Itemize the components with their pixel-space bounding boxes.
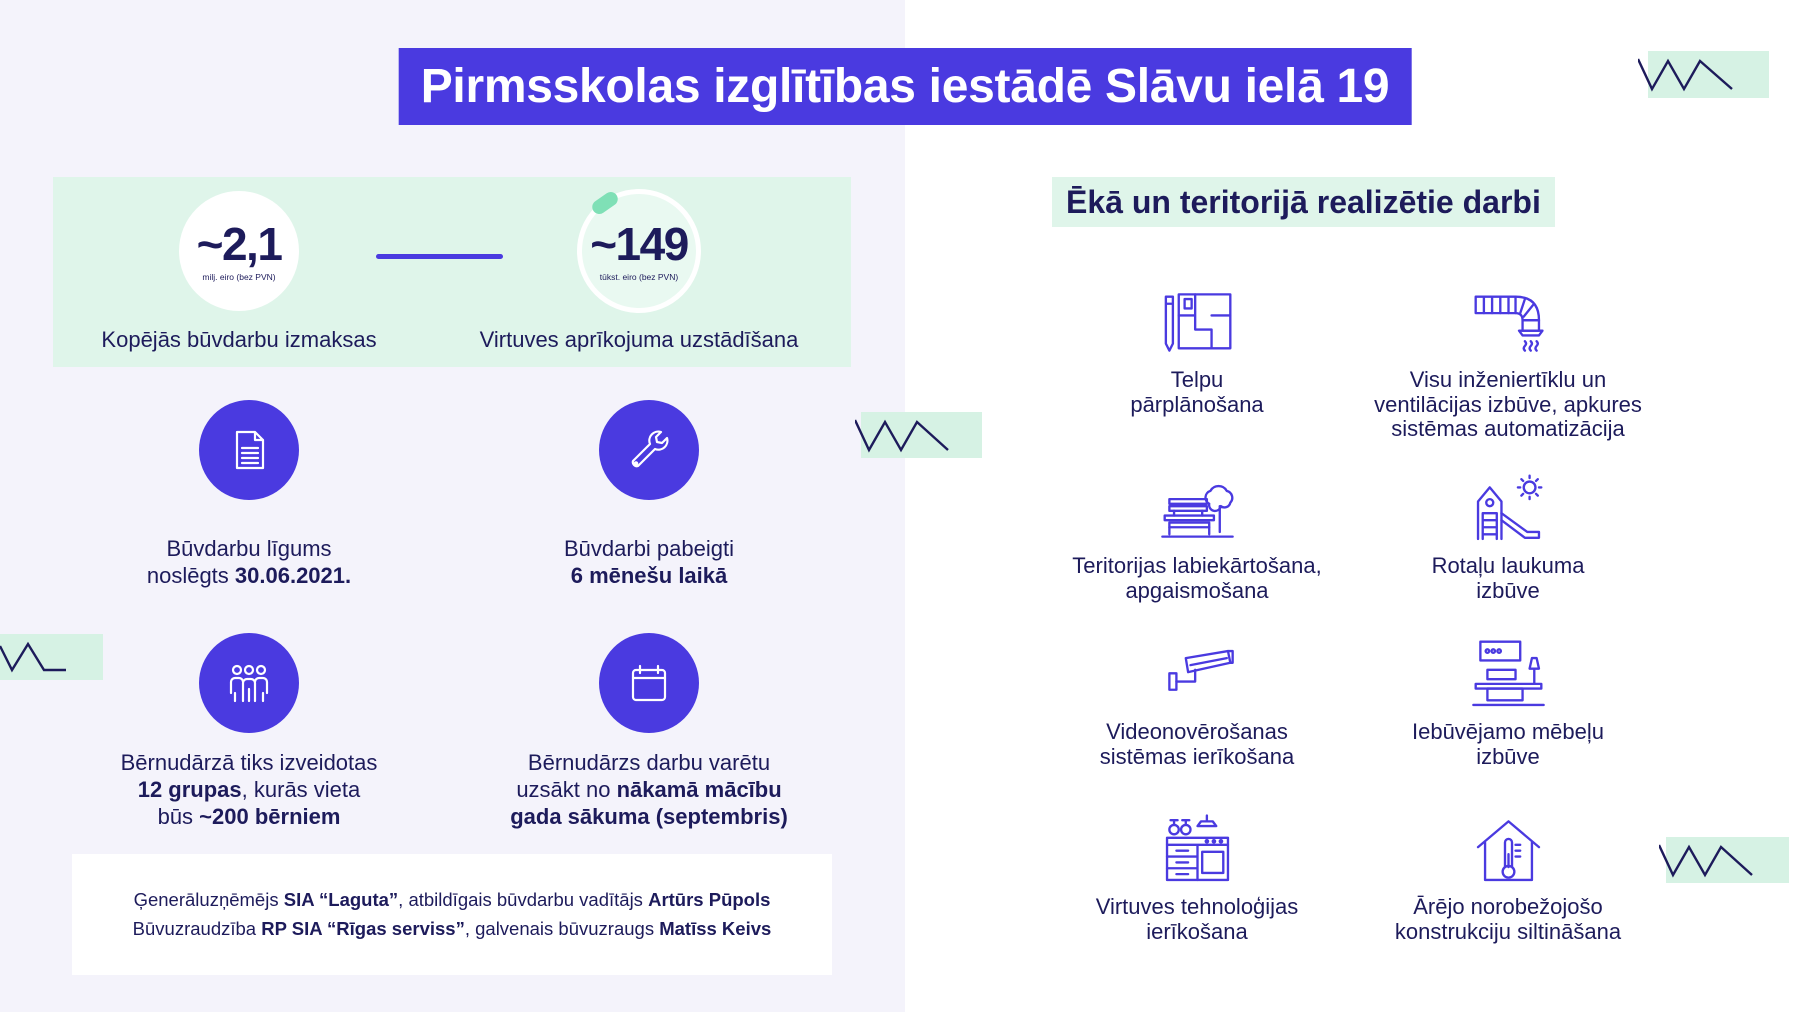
work-item	[1338, 812, 1678, 944]
people-group-icon	[225, 659, 273, 707]
contractor-line	[72, 885, 832, 914]
stat-label: Kopējās būvdarbu izmaksas	[101, 327, 377, 352]
fact-line	[69, 562, 429, 589]
stat-value: ~2,1	[196, 217, 282, 270]
fact-text-bold: gada sākuma (septembris)	[510, 804, 788, 829]
work-item	[1338, 637, 1678, 769]
work-item	[1027, 471, 1367, 603]
contractor-text: Būvuzraudzība	[132, 918, 262, 939]
zigzag-decoration	[855, 412, 982, 458]
stat-unit: milj. eiro (bez PVN)	[202, 271, 276, 282]
contractor-company: RP SIA “Rīgas serviss”	[261, 918, 465, 939]
opening-date-fact	[449, 749, 849, 830]
work-label: Videonovērošanas sistēmas ierīkošana	[1099, 719, 1295, 769]
work-label: Iebūvējamo mēbeļu izbūve	[1411, 719, 1604, 769]
work-label: Ārējo norobežojošo konstrukciju siltināšana	[1394, 894, 1622, 944]
zigzag-decoration	[1638, 51, 1769, 98]
work-item	[1027, 285, 1367, 417]
ventilation-duct-icon	[1471, 285, 1546, 360]
fact-line: Bērnudārzā tiks izveidotas	[120, 750, 378, 775]
wrench-icon	[625, 426, 673, 474]
park-bench-tree-icon	[1160, 471, 1235, 546]
work-label: Teritorijas labiekārtošana, apgaismošana	[1072, 553, 1322, 603]
contractors-box	[72, 854, 832, 975]
fact-icon-circle	[199, 400, 299, 500]
fact-line: Bērnudārzs darbu varētu	[527, 750, 771, 775]
fact-line: Būvdarbu līgums	[166, 536, 332, 561]
contractor-text: , galvenais būvuzraugs	[464, 918, 660, 939]
fact-text-regular: , kurās vieta	[241, 777, 361, 802]
kitchen-icon	[1160, 812, 1235, 887]
work-item	[1027, 812, 1367, 944]
zigzag-decoration	[0, 634, 103, 680]
zigzag-icon	[1659, 837, 1789, 883]
fact-text-regular: noslēgts	[146, 563, 235, 588]
connector-line	[376, 254, 503, 259]
works-section-title: Ēkā un teritorijā realizētie darbi	[1052, 177, 1555, 227]
fact-icon-circle	[599, 400, 699, 500]
total-cost-circle	[179, 191, 299, 311]
work-item	[1338, 285, 1678, 442]
fact-text-regular: uzsākt no	[516, 777, 617, 802]
contract-signed-fact	[69, 535, 429, 589]
fact-line	[69, 803, 429, 830]
work-label: Visu inženiertīklu un ventilācijas izbūve, apkures sistēmas automatizācija	[1374, 367, 1642, 441]
work-item	[1338, 471, 1678, 603]
fact-text-bold: 12 grupas	[137, 777, 242, 802]
zigzag-icon	[855, 412, 982, 458]
fact-text-bold: 30.06.2021.	[234, 563, 352, 588]
contractor-text: , atbildīgais būvdarbu vadītājs	[398, 889, 649, 910]
fact-line	[449, 562, 849, 589]
fact-icon-circle	[199, 633, 299, 733]
fact-text-bold: ~200 bērniem	[199, 804, 341, 829]
contractor-text: Ģenerāluzņēmējs	[133, 889, 284, 910]
works-completed-fact	[449, 535, 849, 589]
stat-unit: tūkst. eiro (bez PVN)	[599, 271, 679, 282]
work-label: Telpu pārplānošana	[1130, 367, 1264, 417]
house-thermometer-icon	[1471, 812, 1546, 887]
work-label: Rotaļu laukuma izbūve	[1431, 553, 1585, 603]
fact-text-regular: būs	[157, 804, 200, 829]
fact-icon-circle	[599, 633, 699, 733]
contractor-person: Artūrs Pūpols	[648, 889, 771, 910]
contractor-company: SIA “Laguta”	[283, 889, 399, 910]
built-in-furniture-icon	[1471, 637, 1546, 712]
fact-line: Būvdarbi pabeigti	[563, 536, 734, 561]
playground-icon	[1471, 471, 1546, 546]
page-title: Pirmsskolas izglītības iestādē Slāvu ielā 19	[399, 48, 1412, 125]
fact-line	[449, 776, 849, 803]
work-label: Virtuves tehnoloģijas ierīkošana	[1095, 894, 1299, 944]
stat-label: Virtuves aprīkojuma uzstādīšana	[479, 327, 799, 352]
cost-stats-panel	[53, 177, 851, 367]
fact-text-bold: 6 mēnešu laikā	[570, 563, 728, 588]
fact-line	[69, 776, 429, 803]
contractor-person: Matīss Keivs	[659, 918, 772, 939]
zigzag-icon	[1638, 51, 1769, 98]
supervision-line	[72, 914, 832, 943]
fact-line	[449, 803, 849, 830]
work-item	[1027, 637, 1367, 769]
zigzag-icon	[0, 634, 103, 680]
cctv-camera-icon	[1160, 637, 1235, 712]
document-icon	[225, 426, 273, 474]
zigzag-decoration	[1659, 837, 1789, 883]
fact-text-bold: nākamā mācību	[616, 777, 782, 802]
groups-fact	[69, 749, 429, 830]
floor-plan-icon	[1160, 285, 1235, 360]
calendar-icon	[625, 659, 673, 707]
stat-value: ~149	[590, 217, 688, 270]
